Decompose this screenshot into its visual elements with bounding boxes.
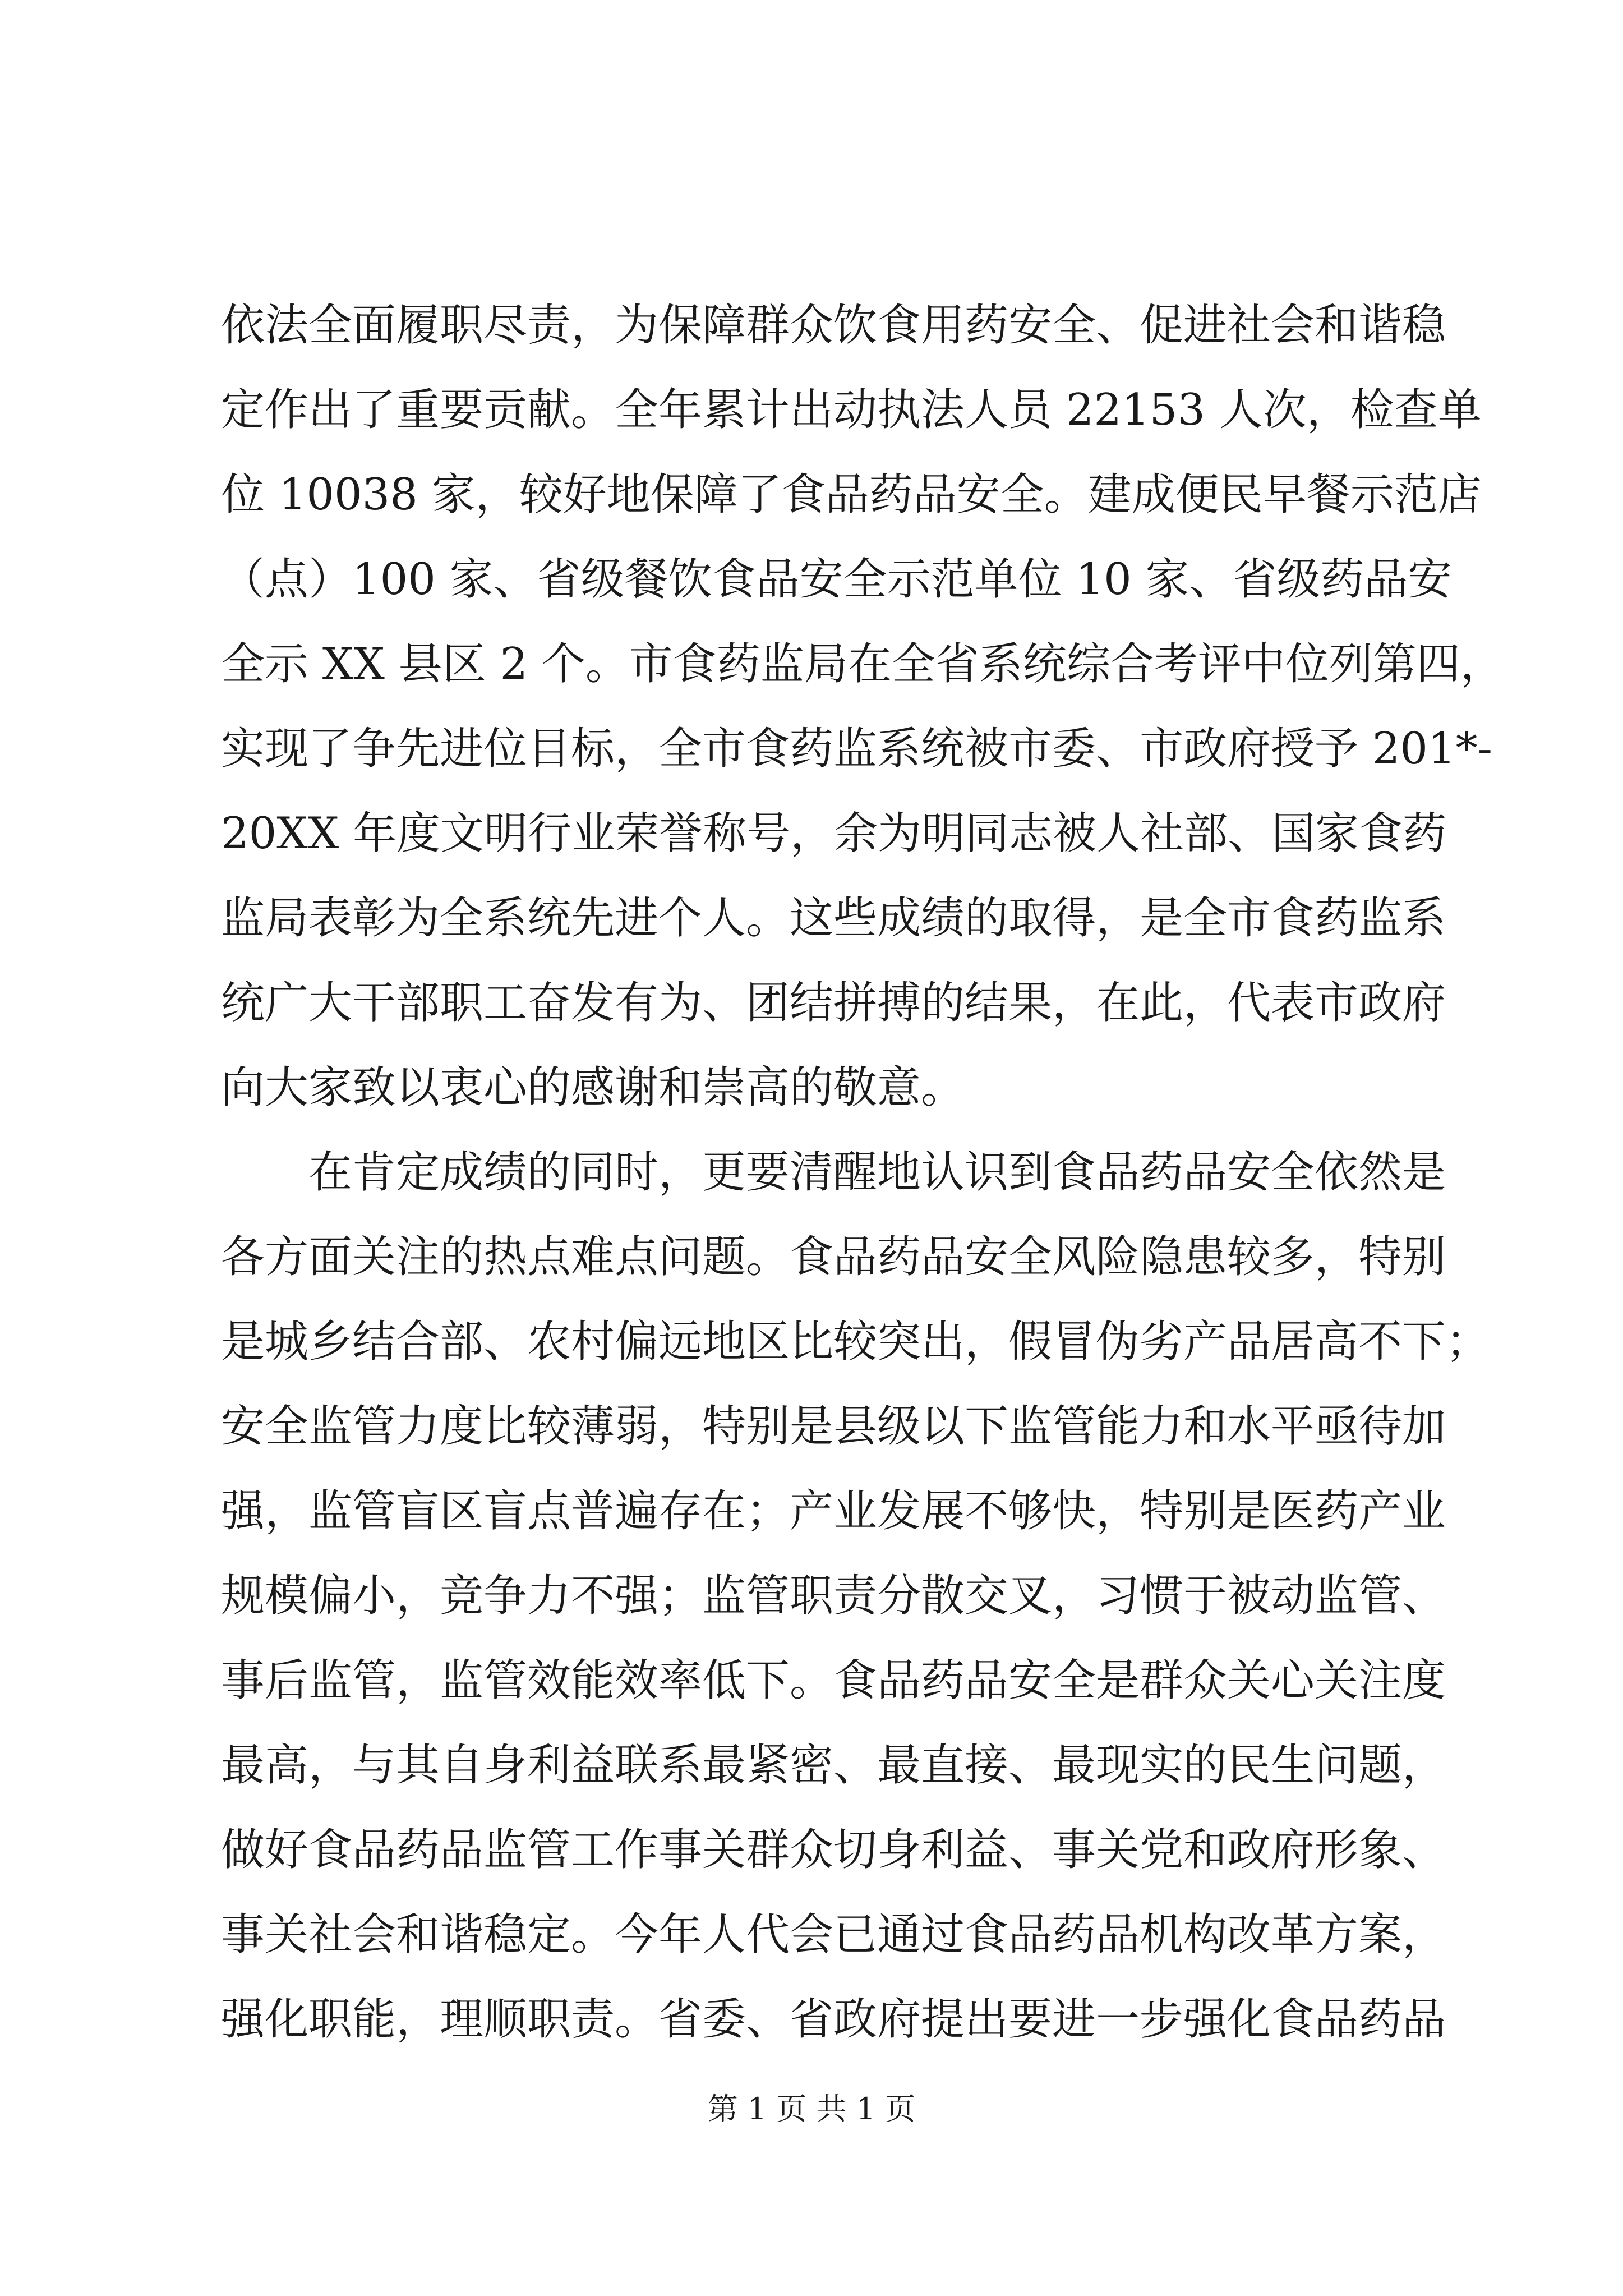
text-line: 全示 XX 县区 2 个。市食药监局在全省系统综合考评中位列第四， <box>221 639 1504 689</box>
text-line: 在肯定成绩的同时，更要清醒地认识到食品药品安全依然是 <box>308 1147 1446 1198</box>
text-line: 强，监管盲区盲点普遍存在；产业发展不够快，特别是医药产业 <box>221 1486 1446 1536</box>
text-line: 规模偏小，竞争力不强；监管职责分散交叉，习惯于被动监管、 <box>221 1571 1446 1621</box>
page-footer <box>0 2087 1623 2132</box>
page-number-label: 第 1 页 共 1 页 <box>707 2091 916 2127</box>
text-line: 事关社会和谐稳定。今年人代会已通过食品药品机构改革方案， <box>221 1910 1446 1960</box>
document-body <box>221 283 1504 2062</box>
text-line: 向大家致以衷心的感谢和崇高的敬意。 <box>221 1062 965 1113</box>
text-line: 最高，与其自身利益联系最紧密、最直接、最现实的民生问题， <box>221 1740 1446 1791</box>
text-line: 各方面关注的热点难点问题。食品药品安全风险隐患较多，特别 <box>221 1232 1446 1282</box>
text-line: 安全监管力度比较薄弱，特别是县级以下监管能力和水平亟待加 <box>221 1401 1446 1452</box>
text-line: （点）100 家、省级餐饮食品安全示范单位 10 家、省级药品安 <box>221 554 1452 605</box>
text-line: 位 10038 家，较好地保障了食品药品安全。建成便民早餐示范店 <box>221 470 1482 520</box>
text-line: 定作出了重要贡献。全年累计出动执法人员 22153 人次，检查单 <box>221 385 1482 435</box>
text-line: 强化职能，理顺职责。省委、省政府提出要进一步强化食品药品 <box>221 1994 1446 2045</box>
text-line: 监局表彰为全系统先进个人。这些成绩的取得，是全市食药监系 <box>221 893 1446 944</box>
text-line: 是城乡结合部、农村偏远地区比较突出，假冒伪劣产品居高不下； <box>221 1317 1490 1367</box>
text-line: 事后监管，监管效能效率低下。食品药品安全是群众关心关注度 <box>221 1655 1446 1706</box>
text-line: 实现了争先进位目标，全市食药监系统被市委、市政府授予 201*- <box>221 724 1493 774</box>
text-line: 统广大干部职工奋发有为、团结拼搏的结果，在此，代表市政府 <box>221 978 1446 1028</box>
text-line: 依法全面履职尽责，为保障群众饮食用药安全、促进社会和谐稳 <box>221 300 1446 351</box>
text-line: 20XX 年度文明行业荣誉称号，余为明同志被人社部、国家食药 <box>221 808 1447 859</box>
text-line: 做好食品药品监管工作事关群众切身利益、事关党和政府形象、 <box>221 1825 1446 1875</box>
